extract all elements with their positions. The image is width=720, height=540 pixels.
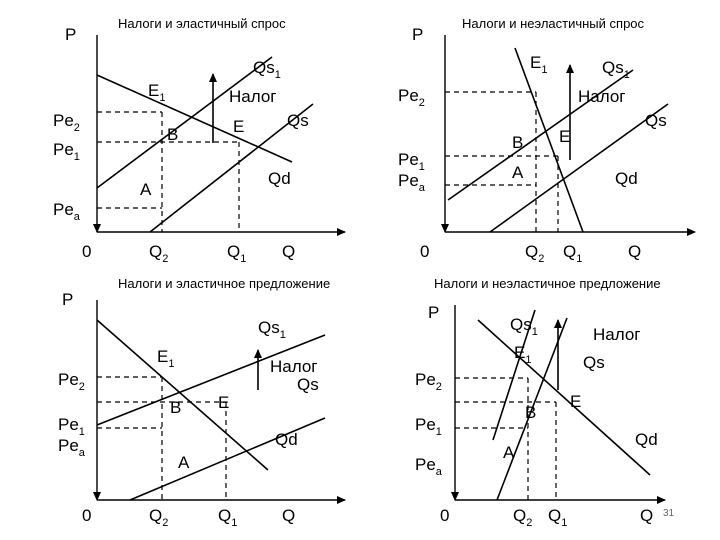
price-axis-label: P xyxy=(428,303,440,322)
price-tick-label: $Pe_1$ xyxy=(415,415,442,438)
tax-label: Налог xyxy=(270,357,318,376)
panel-title: Налоги и эластичный спрос xyxy=(118,16,286,31)
demand-curve-qd xyxy=(97,320,268,470)
demand-curve-qd xyxy=(515,48,583,232)
qd-label: Qd xyxy=(268,169,291,188)
price-tick-label: $Pe_1$ xyxy=(58,415,85,438)
price-axis-label: P xyxy=(65,25,77,44)
qs1-label: $Qs_1$ xyxy=(602,58,630,81)
point-e-label: E xyxy=(570,392,582,411)
point-e1-label: $E_1$ xyxy=(148,81,166,104)
price-tick-label: $Pe_a$ xyxy=(58,436,85,459)
qs1-label: $Qs_1$ xyxy=(510,315,538,338)
point-a-label: A xyxy=(503,443,515,462)
point-e-label: E xyxy=(233,117,245,136)
quantity-tick-label: $Q_2$ xyxy=(149,506,169,529)
quantity-tick-label: $Q_2$ xyxy=(513,506,533,529)
price-tick-label: $Pe_2$ xyxy=(53,111,80,134)
quantity-tick-label: $Q_1$ xyxy=(563,242,583,265)
point-e1-label: $E_1$ xyxy=(514,343,532,366)
price-tick-label: $Pe_a$ xyxy=(53,200,80,223)
point-a-label: A xyxy=(512,163,524,182)
qs-label: Qs xyxy=(583,353,605,372)
page-number: 31 xyxy=(663,508,675,519)
point-e1-label: $E_1$ xyxy=(530,53,548,76)
tax-label: Налог xyxy=(578,87,626,106)
quantity-axis-label: Q xyxy=(282,506,296,525)
qs1-label: $Qs_1$ xyxy=(253,58,281,81)
point-e-label: E xyxy=(559,127,571,146)
qd-label: Qd xyxy=(275,430,298,449)
qs-label: Qs xyxy=(287,111,309,130)
price-tick-label: $Pe_2$ xyxy=(415,370,442,393)
origin-label: 0 xyxy=(82,242,92,261)
qd-label: Qd xyxy=(635,430,658,449)
origin-label: 0 xyxy=(440,506,450,525)
panel-tr xyxy=(398,16,695,265)
qd-label: Qd xyxy=(615,169,638,188)
point-b-label: B xyxy=(525,403,537,422)
quantity-tick-label: $Q_2$ xyxy=(525,242,545,265)
quantity-axis-label: Q xyxy=(628,242,642,261)
point-e1-label: $E_1$ xyxy=(157,347,175,370)
price-tick-label: $Pe_a$ xyxy=(415,455,442,478)
quantity-tick-label: $Q_1$ xyxy=(548,506,568,529)
point-a-label: A xyxy=(178,453,190,472)
panel-br xyxy=(415,276,665,529)
price-tick-label: $Pe_2$ xyxy=(398,86,425,109)
price-axis-label: P xyxy=(412,25,424,44)
price-axis-label: P xyxy=(62,290,74,309)
panel-bl xyxy=(58,276,345,529)
qs-label: Qs xyxy=(297,375,319,394)
tax-label: Налог xyxy=(229,87,277,106)
quantity-tick-label: $Q_1$ xyxy=(218,506,238,529)
supply-curve-qs1 xyxy=(97,335,325,425)
qs-label: Qs xyxy=(645,111,667,130)
qs1-label: $Qs_1$ xyxy=(258,318,286,341)
point-b-label: B xyxy=(512,133,524,152)
point-b-label: B xyxy=(167,125,179,144)
price-tick-label: $Pe_a$ xyxy=(398,171,425,194)
panel-title: Налоги и неэластичное предложение xyxy=(434,276,661,291)
quantity-tick-label: $Q_2$ xyxy=(149,242,169,265)
price-tick-label: $Pe_2$ xyxy=(58,370,85,393)
panel-title: Налоги и неэластичный спрос xyxy=(462,16,645,31)
price-tick-label: $Pe_1$ xyxy=(53,140,80,163)
point-a-label: A xyxy=(140,180,152,199)
panel-tl xyxy=(53,16,345,265)
quantity-tick-label: $Q_1$ xyxy=(227,242,247,265)
supply-curve-qs1 xyxy=(97,57,272,188)
origin-label: 0 xyxy=(420,242,430,261)
quantity-axis-label: Q xyxy=(282,242,296,261)
quantity-axis-label: Q xyxy=(640,506,654,525)
point-e-label: E xyxy=(218,393,230,412)
price-tick-label: $Pe_1$ xyxy=(398,150,425,173)
panel-title: Налоги и эластичное предложение xyxy=(118,276,331,291)
origin-label: 0 xyxy=(82,506,92,525)
tax-label: Налог xyxy=(593,325,641,344)
point-b-label: B xyxy=(170,398,182,417)
